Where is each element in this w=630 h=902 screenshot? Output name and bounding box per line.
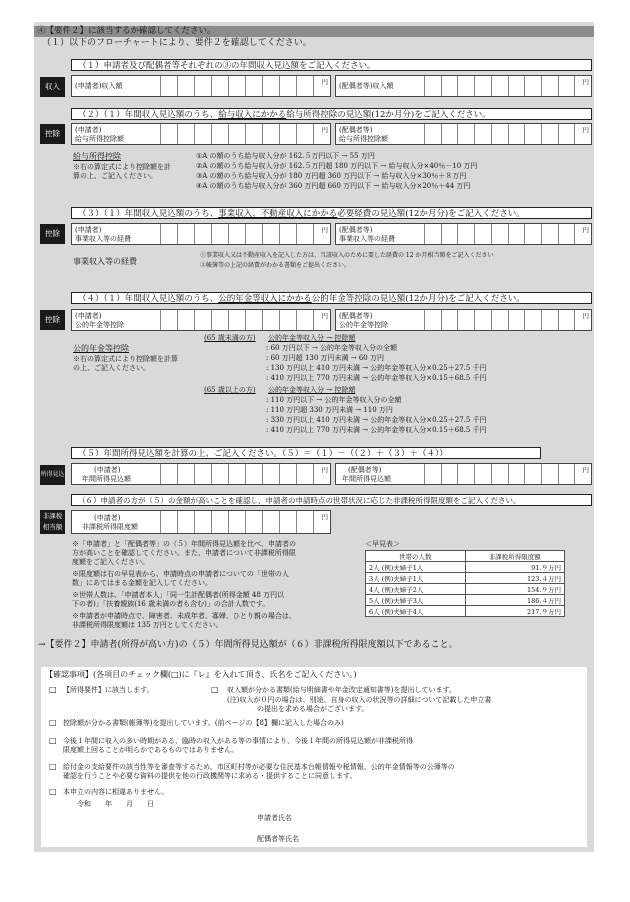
income-requirement-text: 【所得要件】に該当します。 xyxy=(63,686,154,694)
spouse-business-expense-field[interactable]: (配偶者等) 事業収入等の経費 円 xyxy=(335,223,592,245)
flowchart-instruction: （１）以下のフローチャートにより、要件２を確認してください。 xyxy=(42,38,312,48)
spouse-income-caption: (配偶者等)収入額 xyxy=(339,82,394,90)
tax-exempt-label: 非課税 相当額 xyxy=(40,510,65,534)
table-row: 4人 (例)夫婦子2人 154.９万円 xyxy=(366,584,565,595)
yen-unit: 円 xyxy=(582,466,589,474)
applicant-business-expense-field[interactable]: (申請者) 事業収入等の経費 円 xyxy=(71,223,331,245)
quick-table-title: ＜早見表＞ xyxy=(365,540,400,548)
confirmation-panel xyxy=(41,667,587,847)
yen-unit: 円 xyxy=(582,312,589,320)
salary-deduction-section xyxy=(40,108,592,218)
salary-rule-3: ③A の額のうち給与収入分が 180 万円超 360 万円以下 → 給与収入分×30％＋８万円 xyxy=(196,172,467,180)
note-line: 数」にあてはまる金額を記入してください。 xyxy=(72,579,212,587)
yen-unit: 円 xyxy=(321,78,328,86)
income-documents-note-2: の提出を求める場合がございます。 xyxy=(257,705,369,713)
over65-rule-1: : 110 万円以下 → 公的年金等収入分の全額 xyxy=(266,396,402,404)
applicant-salary-deduction-field[interactable]: (申請者) 給与所得控除額 円 xyxy=(71,123,331,145)
date-field[interactable]: 令和 年 月 日 xyxy=(77,800,154,808)
over65-rule-4: : 410 万円以上 770 万円未満 → 公的年金等収入分×0.15＋68.5 千円 xyxy=(266,426,487,434)
checkbox-consent[interactable]: □ xyxy=(49,762,57,771)
table-row: 2人 (例)夫婦子1人 91.９万円 xyxy=(366,562,565,573)
tax-exempt-heading: （６）申請者の方が（５）の金額が高いことを確認し、申請者の申請時点の世帯状況に応じた非課税所得限度額をご記入ください。 xyxy=(71,494,592,506)
checkbox-declaration[interactable]: □ xyxy=(49,787,57,796)
applicant-annual-income-field[interactable]: (申請者) 年間所得見込額 円 xyxy=(71,463,331,485)
no-temporary-income-text-1: 今後１年間に収入の多い時期がある、臨時の収入がある等の事情により、今後１年間の所得見込額が非課税所得 xyxy=(63,737,413,745)
salary-deduction-note-1: ※右の算定式により控除額を計 xyxy=(73,163,171,171)
pension-note-2: の上、ご記入ください。 xyxy=(73,364,150,372)
over65-label: (65 歳以上の方) xyxy=(204,386,256,394)
table-row: 6人 (例)夫婦子4人 217.９万円 xyxy=(366,606,565,617)
spouse-name-label[interactable]: 配偶者等氏名 xyxy=(257,835,299,843)
salary-deduction-note-title: 給与所得控除 xyxy=(73,152,121,161)
table-header-row: 世帯の人数 非課税所得限度額 xyxy=(366,551,565,562)
salary-rule-2: ②A の額のうち給与収入分が 162.５万円超 180 万円以下 → 給与収入分×40％－10 万円 xyxy=(196,162,478,170)
under65-rule-4: : 410 万円以上 770 万円未満 → 公的年金等収入分×0.15＋68.5 千円 xyxy=(266,374,487,382)
yen-unit: 円 xyxy=(321,513,328,521)
tax-exempt-section xyxy=(40,494,592,536)
no-temporary-income-text-2: 限度額上回ることが明らかであるものではありません。 xyxy=(63,746,239,754)
consent-text-2: 確認を行うことや必要な資料の提供を他の行政機関等に求める・提供することに同意します。 xyxy=(63,772,357,780)
note-line: ※「申請者」と「配偶者等」の（５）年間所得見込額を比べ、申請者の xyxy=(72,540,296,548)
over65-head: 公的年金等収入分 → 控除額 xyxy=(268,386,356,394)
business-rule-1: ①事業収入又は不動産収入を記入した方は、当該収入のために要した経費の 12 か月相当額をご記入ください xyxy=(200,252,494,259)
checkbox-income-documents[interactable]: □ xyxy=(211,685,219,694)
under65-rule-1: : 60 万円以下 → 公的年金等収入分の全額 xyxy=(266,344,398,352)
consent-text-1: 給付金の支給要件の該当性等を審査等するため、市区町村等が必要な住民基本台帳情報や税情報、公的年金情報等の公簿等の xyxy=(63,763,455,771)
spouse-salary-deduction-field[interactable]: (配偶者等) 給与所得控除額 円 xyxy=(335,123,592,145)
pension-note-1: ※右の算定式により控除額を計算 xyxy=(73,355,178,363)
pension-deduction-section xyxy=(40,292,592,442)
note-line: 下の者)」「扶養親族(16 歳未満の者も含む)」の合計人数です。 xyxy=(72,600,270,608)
yen-unit: 円 xyxy=(321,226,328,234)
pension-note-title: 公的年金等控除 xyxy=(73,344,129,353)
under65-label: (65 歳未満の方) xyxy=(204,334,256,342)
annual-income-section xyxy=(40,447,592,487)
note-line: 度額をご記入ください。 xyxy=(72,558,149,566)
yen-unit: 円 xyxy=(321,126,328,134)
note-line: ※申請者が申請時点で、障害者、未成年者、寡婦、ひとり親の場合は、 xyxy=(72,612,296,620)
spouse-annual-income-field[interactable]: (配偶者等) 年間所得見込額 円 xyxy=(335,463,592,485)
income-heading: （１）申請者及び配偶者等それぞれの③の年間収入見込額をご記入ください。 xyxy=(71,59,592,71)
table-row: 5人 (例)夫婦子3人 186.４万円 xyxy=(366,595,565,606)
note-line: ※限度額は右の早見表から、申請時点の申請者についての「世帯の人 xyxy=(72,570,289,578)
under65-rule-2: : 60 万円超 130 万円未満 → 60 万円 xyxy=(266,354,384,362)
deduction-documents-text: 控除額が分かる書類(帳簿等)を提出しています。(前ページの【8】欄に記入した場合のみ) xyxy=(63,719,344,727)
yen-unit: 円 xyxy=(321,312,328,320)
salary-deduction-heading: （２）（１）年間収入見込額のうち、給与収入にかかる給与所得控除の見込額(12か月分)をご記入ください。 xyxy=(71,108,592,120)
spouse-pension-deduction-field[interactable]: (配偶者等) 公的年金等控除 円 xyxy=(335,309,592,331)
yen-unit: 円 xyxy=(582,226,589,234)
quick-reference-table xyxy=(365,550,565,617)
applicant-name-label[interactable]: 申請者氏名 xyxy=(257,814,292,822)
over65-rule-2: : 110 万円超 330 万円未満 → 110 万円 xyxy=(266,406,393,414)
checkbox-no-temporary-income[interactable]: □ xyxy=(49,736,57,745)
checkbox-deduction-documents[interactable]: □ xyxy=(49,718,57,727)
income-section xyxy=(40,59,592,97)
requirement-2-statement: →【要件２】申請者(所得が高い方)の（５）年間所得見込額が（６）非課税所得限度額以下であること。 xyxy=(38,640,458,650)
income-documents-note-1: (注)収入が０円の場合は、別途、自身の収入の状況等の詳細について記載した申立書 xyxy=(227,696,492,704)
tax-exempt-limit-field[interactable]: (申請者) 非課税所得限度額 円 xyxy=(71,510,331,534)
note-line: 非課税所得限度額は 135 万円としてください。 xyxy=(72,621,223,629)
deduction-label: 控除 xyxy=(40,224,65,244)
business-rule-2: ②帳簿等の上記の経費がわかる書類をご提出ください。 xyxy=(200,262,351,269)
deduction-label: 控除 xyxy=(40,124,65,144)
income-label: 収入 xyxy=(40,77,65,97)
annual-income-heading: （５）年間所得見込額を計算の上、ご記入ください。（５）＝（１）－（（２）＋（３）＋（４）） xyxy=(71,447,541,459)
applicant-income-field[interactable] xyxy=(71,75,331,97)
section-title-bar xyxy=(34,26,594,37)
checkbox-income-requirement[interactable]: □ xyxy=(49,685,57,694)
applicant-income-caption: (申請者)収入額 xyxy=(75,82,123,90)
yen-unit: 円 xyxy=(582,78,589,86)
business-expense-section xyxy=(40,207,592,277)
deduction-label: 控除 xyxy=(40,310,65,330)
salary-deduction-note-2: 算の上、ご記入ください。 xyxy=(73,172,157,180)
yen-unit: 円 xyxy=(582,126,589,134)
pension-deduction-heading: （４）（１）年間収入見込額のうち、公的年金等収入にかかる公的年金等控除の見込額(12か月分)をご記入ください。 xyxy=(71,292,592,304)
section-title: ④【要件２】に該当するか確認してください。 xyxy=(37,26,216,36)
business-expense-heading: （３）（１）年間収入見込額のうち、事業収入、不動産収入にかかる必要経費の見込額(12か月分)をご記入ください。 xyxy=(71,207,592,219)
form-page xyxy=(34,22,594,852)
yen-unit: 円 xyxy=(321,466,328,474)
table-row: 3人 (例)夫婦子1人 123.４万円 xyxy=(366,573,565,584)
over65-rule-3: : 330 万円以上 410 万円未満 → 公的年金等収入分×0.25＋27.5 千円 xyxy=(266,416,487,424)
under65-rule-3: : 130 万円以上 410 万円未満 → 公的年金等収入分×0.25＋27.5 千円 xyxy=(266,364,487,372)
business-expense-note-title: 事業収入等の経費 xyxy=(73,257,137,266)
salary-rule-1: ①A の額のうち給与収入分が 162.５万円以下 → 55 万円 xyxy=(196,152,375,160)
note-line: ※世帯人数は、「申請者本人」「同一生計配偶者(所得金額 48 万円以 xyxy=(72,591,285,599)
confirmation-title: 【確認事項】(各項目のチェック欄(□)に『レ』を入れて頂き、氏名をご記入ください。) xyxy=(45,670,357,679)
under65-head: 公的年金等収入分 → 控除額 xyxy=(268,334,356,342)
income-estimate-label: 所得見込 xyxy=(40,465,65,485)
salary-rule-4: ④A の額のうち給与収入分が 360 万円超 660 万円以下 → 給与収入分×20％＋44 万円 xyxy=(196,182,471,190)
declaration-text: 本申立の内容に相違ありません。 xyxy=(63,788,169,796)
note-line: 方が高いことを確認してください。また、申請者について非課税所得限 xyxy=(72,549,296,557)
applicant-pension-deduction-field[interactable]: (申請者) 公的年金等控除 円 xyxy=(71,309,331,331)
spouse-income-field[interactable] xyxy=(335,75,592,97)
income-documents-text: 収入額が分かる書類(給与明細書や年金改定通知書等)を提出しています。 xyxy=(227,686,456,694)
